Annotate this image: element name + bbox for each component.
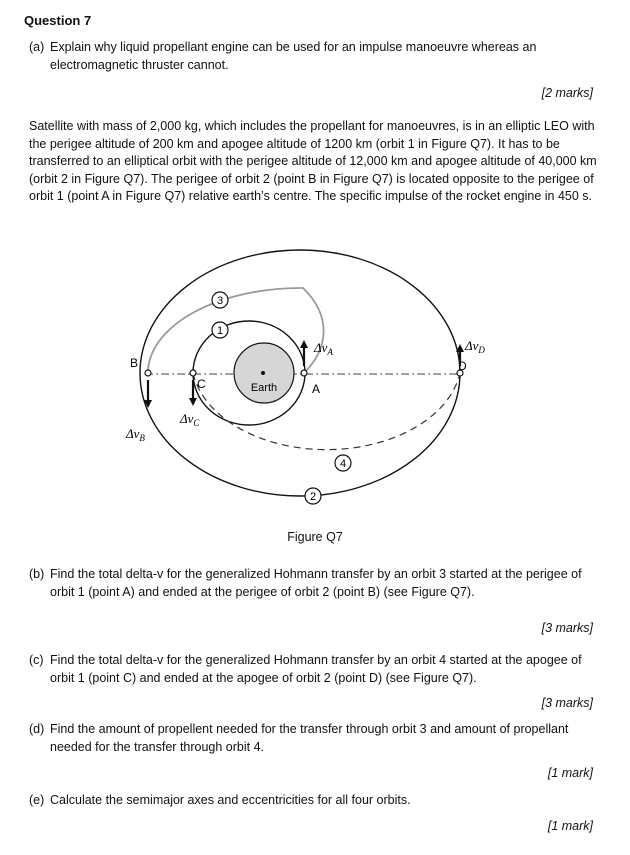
dv-c-label: $\Delta v_C$ (180, 411, 200, 428)
intro-paragraph: Satellite with mass of 2,000 kg, which includes the propellant for manoeuvres, is in an elliptic LEO with the perigee altitude of 200 km and apogee altitude of 1200 km (orbit 1 in Figure Q7). It has to be transferred to an elliptical orbit with the perigee altitude of 12,000 km and apogee altitude of 40,000 km (orbit 2 in Figure Q7). The perigee of orbit 2 (point B in Figure Q7) is located opposite to the perigee of orbit 1 (point A in Figure Q7) relative earth’s centre. The specific impulse of the rocket engine in 450 s. (29, 119, 597, 203)
part-e (29, 792, 599, 810)
orbit-2 (140, 250, 460, 496)
part-b (29, 566, 599, 601)
dv-a-label: $\Delta v_A$ (314, 340, 333, 357)
dv-b-label: $\Delta v_B$ (126, 426, 145, 443)
point-b-label: B (130, 356, 139, 370)
point-c-marker (190, 370, 196, 376)
figure-caption: Figure Q7 (287, 530, 343, 544)
point-b-marker (145, 370, 151, 376)
orbit-4-badge (335, 455, 351, 471)
svg-text:2: 2 (309, 491, 317, 503)
part-a-text: Explain why liquid propellant engine can be used for an impulse manoeuvre whereas an electromagnetic thruster cannot. (50, 40, 537, 72)
part-b-marks: [3 marks] (541, 621, 593, 635)
part-b-label: (b) (29, 567, 45, 581)
orbit-2-badge (305, 488, 321, 504)
part-d-text: Find the amount of propellent needed for the transfer through orbit 3 and amount of propellant needed for the transfer through orbit 4. (50, 722, 569, 754)
part-a-label: (a) (29, 40, 45, 54)
dv-d-label: $\Delta v_D$ (465, 338, 485, 355)
orbit-3-badge (212, 292, 228, 308)
part-c-text: Find the total delta-v for the generalized Hohmann transfer by an orbit 4 started at the apogee of orbit 1 (point C) and ended at the apogee of orbit 2 (point D) (see Figure Q7). (50, 653, 582, 685)
point-c-label: C (197, 377, 206, 391)
part-d (29, 721, 599, 756)
svg-text:4: 4 (339, 458, 347, 470)
part-c-label: (c) (29, 653, 44, 667)
svg-text:1: 1 (216, 325, 224, 337)
earth-centre (261, 371, 265, 375)
part-e-marks: [1 mark] (547, 819, 593, 833)
earth-label: Earth (250, 382, 278, 394)
svg-text:3: 3 (216, 295, 224, 307)
point-a-label: A (312, 382, 321, 396)
part-e-text: Calculate the semimajor axes and eccentricities for all four orbits. (50, 793, 411, 807)
orbit-3 (148, 288, 324, 373)
part-d-label: (d) (29, 722, 45, 736)
part-c-marks: [3 marks] (541, 696, 593, 710)
part-e-label: (e) (29, 793, 45, 807)
orbit-4 (193, 373, 460, 450)
part-d-marks: [1 mark] (547, 766, 593, 780)
part-a-marks: [2 marks] (541, 86, 593, 100)
question-title: Question 7 (24, 13, 92, 28)
orbit-1-badge (212, 322, 228, 338)
part-c (29, 652, 599, 687)
point-d-label: D (458, 359, 467, 373)
point-a-marker (301, 370, 307, 376)
part-b-text: Find the total delta-v for the generalized Hohmann transfer by an orbit 3 started at the perigee of orbit 1 (point A) and ended at the perigee of orbit 2 (point B) (see Figure Q7). (50, 567, 582, 599)
